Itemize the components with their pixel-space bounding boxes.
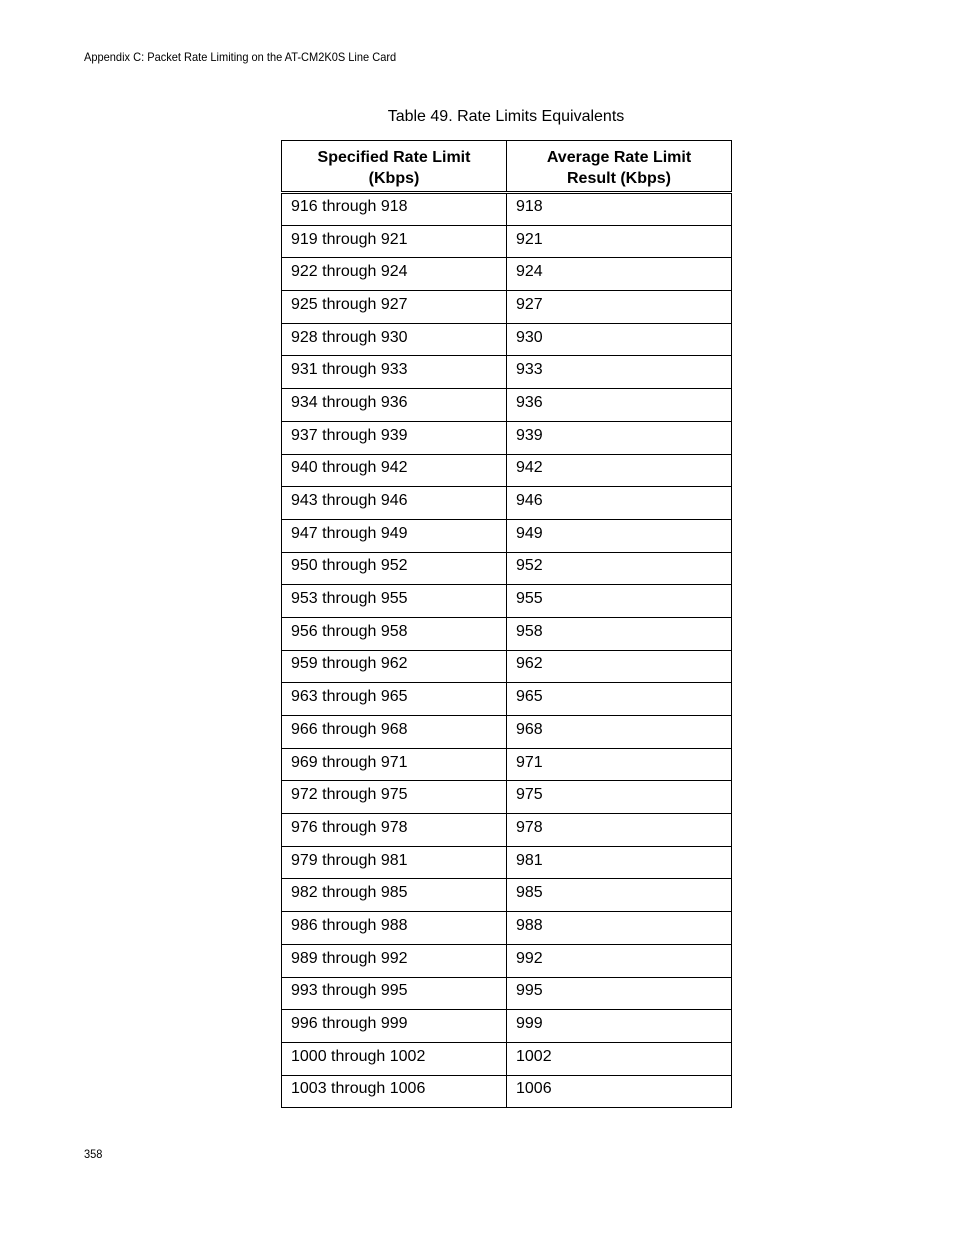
- average-rate-cell: 962: [507, 650, 732, 683]
- table-row: [282, 193, 732, 226]
- column-header-line: Average Rate Limit: [546, 148, 692, 166]
- table-row: [282, 487, 732, 520]
- specified-rate-cell: 937 through 939: [282, 421, 507, 454]
- average-rate-cell: 968: [507, 716, 732, 749]
- running-header: Appendix C: Packet Rate Limiting on the AT-CM2K0S Line Card: [84, 50, 397, 64]
- specified-rate-cell: 956 through 958: [282, 617, 507, 650]
- average-rate-cell: 981: [507, 846, 732, 879]
- specified-rate-cell: 947 through 949: [282, 519, 507, 552]
- average-rate-cell: 930: [507, 323, 732, 356]
- average-rate-cell: 978: [507, 814, 732, 847]
- specified-rate-cell: 922 through 924: [282, 258, 507, 291]
- average-rate-cell: 936: [507, 389, 732, 422]
- column-header-line: Result (Kbps): [567, 169, 671, 187]
- table-row: [282, 552, 732, 585]
- average-rate-cell: 952: [507, 552, 732, 585]
- specified-rate-cell: 950 through 952: [282, 552, 507, 585]
- table-row: [282, 454, 732, 487]
- table-row: [282, 683, 732, 716]
- specified-rate-cell: 953 through 955: [282, 585, 507, 618]
- rate-limits-table: [281, 140, 732, 1108]
- column-header-specified-rate: [282, 141, 507, 193]
- specified-rate-cell: 928 through 930: [282, 323, 507, 356]
- table-row: [282, 977, 732, 1010]
- specified-rate-cell: 966 through 968: [282, 716, 507, 749]
- average-rate-cell: 918: [507, 193, 732, 226]
- average-rate-cell: 975: [507, 781, 732, 814]
- table-row: [282, 389, 732, 422]
- average-rate-cell: 965: [507, 683, 732, 716]
- average-rate-cell: 924: [507, 258, 732, 291]
- table-body: [282, 193, 732, 1108]
- average-rate-cell: 1002: [507, 1042, 732, 1075]
- specified-rate-cell: 940 through 942: [282, 454, 507, 487]
- specified-rate-cell: 982 through 985: [282, 879, 507, 912]
- table-row: [282, 1075, 732, 1108]
- table-row: [282, 258, 732, 291]
- table-row: [282, 650, 732, 683]
- average-rate-cell: 985: [507, 879, 732, 912]
- specified-rate-cell: 969 through 971: [282, 748, 507, 781]
- specified-rate-cell: 916 through 918: [282, 193, 507, 226]
- specified-rate-cell: 996 through 999: [282, 1010, 507, 1043]
- average-rate-cell: 927: [507, 291, 732, 324]
- specified-rate-cell: 963 through 965: [282, 683, 507, 716]
- average-rate-cell: 999: [507, 1010, 732, 1043]
- table-row: [282, 1042, 732, 1075]
- specified-rate-cell: 934 through 936: [282, 389, 507, 422]
- table-row: [282, 421, 732, 454]
- specified-rate-cell: 976 through 978: [282, 814, 507, 847]
- specified-rate-cell: 943 through 946: [282, 487, 507, 520]
- specified-rate-cell: 959 through 962: [282, 650, 507, 683]
- specified-rate-cell: 972 through 975: [282, 781, 507, 814]
- column-header-line: (Kbps): [368, 169, 420, 187]
- average-rate-cell: 933: [507, 356, 732, 389]
- specified-rate-cell: 1003 through 1006: [282, 1075, 507, 1108]
- table-row: [282, 912, 732, 945]
- table-row: [282, 585, 732, 618]
- table-caption: Table 49. Rate Limits Equivalents: [387, 108, 625, 125]
- specified-rate-cell: 986 through 988: [282, 912, 507, 945]
- average-rate-cell: 955: [507, 585, 732, 618]
- table-row: [282, 617, 732, 650]
- specified-rate-cell: 989 through 992: [282, 944, 507, 977]
- table-header-row: [282, 141, 732, 193]
- table-row: [282, 879, 732, 912]
- table-row: [282, 814, 732, 847]
- table-row: [282, 748, 732, 781]
- table-row: [282, 944, 732, 977]
- specified-rate-cell: 919 through 921: [282, 225, 507, 258]
- average-rate-cell: 992: [507, 944, 732, 977]
- table-row: [282, 225, 732, 258]
- table-row: [282, 519, 732, 552]
- average-rate-cell: 946: [507, 487, 732, 520]
- average-rate-cell: 949: [507, 519, 732, 552]
- table-row: [282, 781, 732, 814]
- table-row: [282, 356, 732, 389]
- average-rate-cell: 921: [507, 225, 732, 258]
- specified-rate-cell: 1000 through 1002: [282, 1042, 507, 1075]
- average-rate-cell: 988: [507, 912, 732, 945]
- column-header-line: Specified Rate Limit: [317, 148, 471, 166]
- table-row: [282, 323, 732, 356]
- average-rate-cell: 995: [507, 977, 732, 1010]
- specified-rate-cell: 925 through 927: [282, 291, 507, 324]
- specified-rate-cell: 979 through 981: [282, 846, 507, 879]
- average-rate-cell: 942: [507, 454, 732, 487]
- specified-rate-cell: 931 through 933: [282, 356, 507, 389]
- table-row: [282, 846, 732, 879]
- table-row: [282, 1010, 732, 1043]
- table-row: [282, 716, 732, 749]
- average-rate-cell: 1006: [507, 1075, 732, 1108]
- table-row: [282, 291, 732, 324]
- column-header-average-rate: [507, 141, 732, 193]
- page-number: 358: [84, 1147, 103, 1161]
- average-rate-cell: 939: [507, 421, 732, 454]
- average-rate-cell: 971: [507, 748, 732, 781]
- average-rate-cell: 958: [507, 617, 732, 650]
- specified-rate-cell: 993 through 995: [282, 977, 507, 1010]
